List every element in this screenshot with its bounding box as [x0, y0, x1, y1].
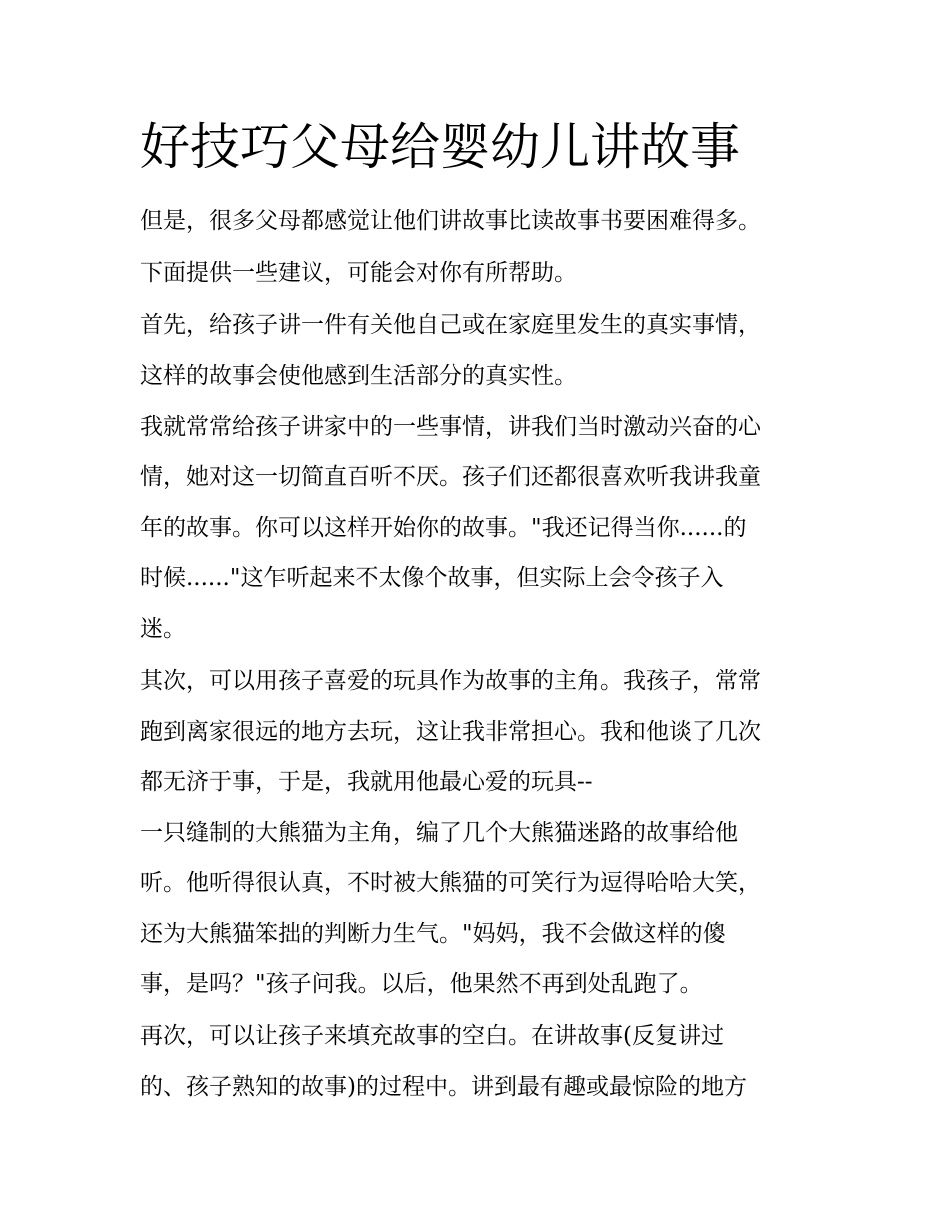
paragraph-line: 事，是吗？"孩子问我。以后，他果然不再到处乱跑了。: [140, 971, 703, 997]
paragraph-line: 一只缝制的大熊猫为主角，编了几个大熊猫迷路的故事给他: [140, 820, 738, 846]
paragraph-line: 情，她对这一切简直百听不厌。孩子们还都很喜欢听我讲我童: [140, 464, 761, 490]
document-title: 好技巧父母给婴幼儿讲故事: [140, 118, 740, 176]
paragraph-line: 我就常常给孩子讲家中的一些事情，讲我们当时激动兴奋的心: [140, 414, 761, 440]
paragraph-line: 再次，可以让孩子来填充故事的空白。在讲故事(反复讲过: [140, 1023, 724, 1049]
paragraph-line: 听。他听得很认真，不时被大熊猫的可笑行为逗得哈哈大笑，: [140, 870, 761, 896]
paragraph-line: 迷。: [140, 616, 186, 642]
paragraph-line: 的、孩子熟知的故事)的过程中。讲到最有趣或最惊险的地方: [140, 1074, 747, 1100]
paragraph-line: 其次，可以用孩子喜爱的玩具作为故事的主角。我孩子，常常: [140, 668, 761, 694]
paragraph-line: 还为大熊猫笨拙的判断力生气。"妈妈，我不会做这样的傻: [140, 921, 726, 947]
paragraph-line: 年的故事。你可以这样开始你的故事。"我还记得当你......的: [140, 515, 747, 541]
paragraph-line: 时候......"这乍听起来不太像个故事，但实际上会令孩子入: [140, 565, 724, 591]
paragraph-line: 首先，给孩子讲一件有关他自己或在家庭里发生的真实事情，: [140, 312, 761, 338]
paragraph-line: 下面提供一些建议，可能会对你有所帮助。: [140, 260, 577, 286]
paragraph-line: 都无济于事，于是，我就用他最心爱的玩具--: [140, 769, 593, 795]
paragraph-line: 跑到离家很远的地方去玩，这让我非常担心。我和他谈了几次: [140, 719, 761, 745]
paragraph-line: 但是，很多父母都感觉让他们讲故事比读故事书要困难得多。: [140, 208, 761, 234]
paragraph-line: 这样的故事会使他感到生活部分的真实性。: [140, 363, 577, 389]
